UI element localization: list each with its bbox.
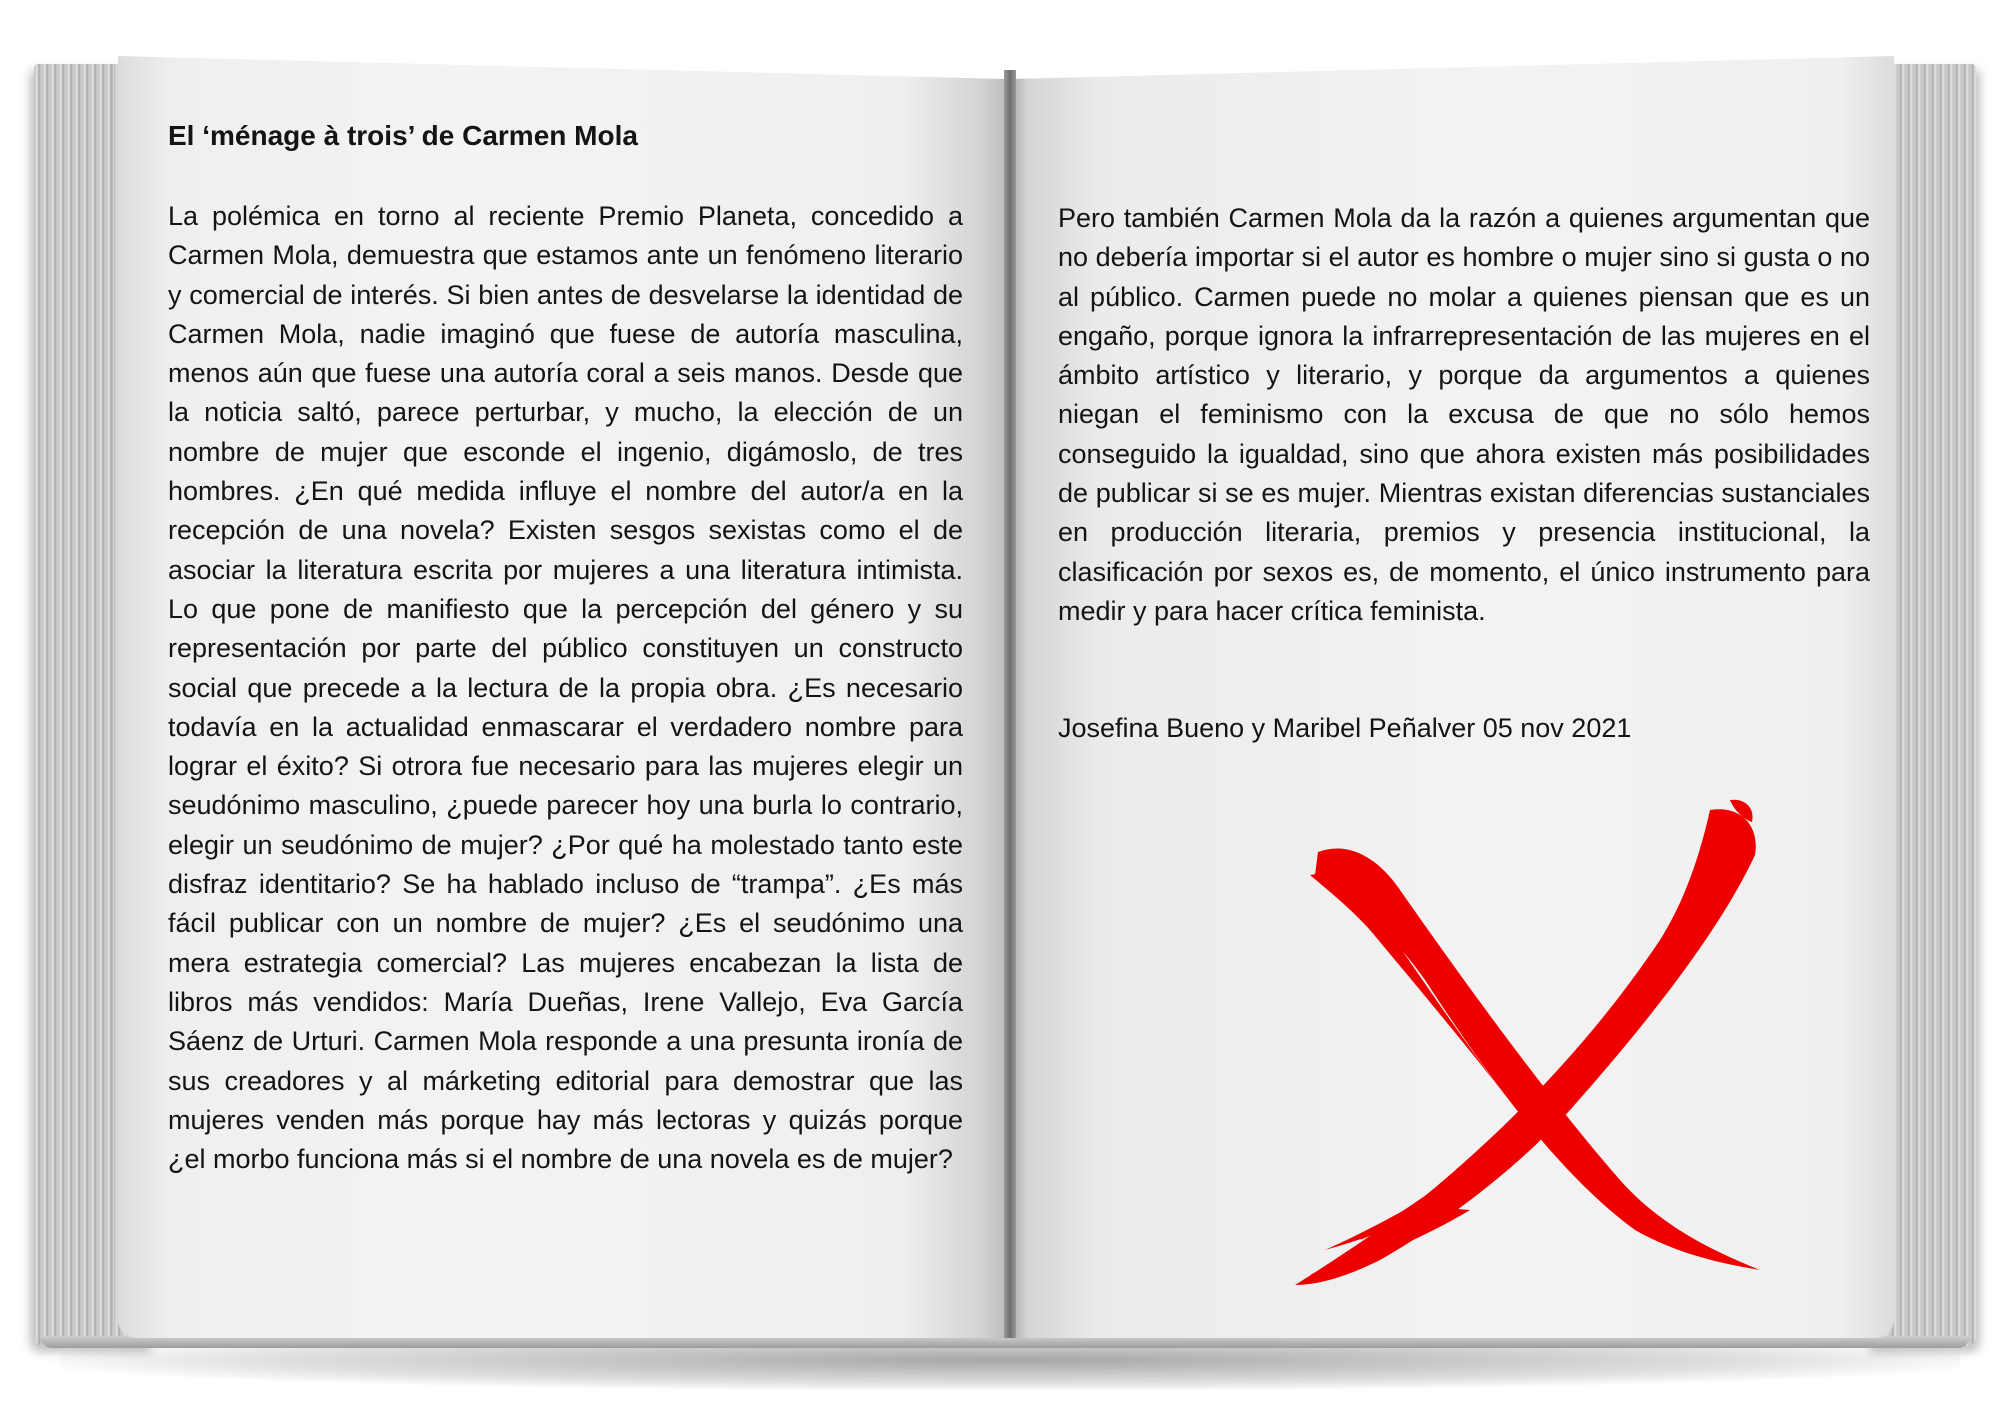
author-signature: Josefina Bueno y Maribel Peñalver 05 nov 2021: [1058, 713, 1632, 743]
red-x-icon: [1240, 780, 1780, 1290]
left-page-text: La polémica en torno al reciente Premio Planeta, concedido a Carmen Mola, demuestra que estamos ante un fenómeno literario y comercial de interés. Si bien antes de desvelarse la identidad de Carmen Mola, nadie imaginó que fuese de autoría masculina, menos aún que fuese una autoría coral a seis manos. Desde que la noticia saltó, parece perturbar, y mucho, la elección de un nombre de mujer que esconde el ingenio, digámoslo, de tres hombres. ¿En qué medida influye el nombre del autor/a en la recepción de una novela? Existen sesgos sexistas como el de asociar la literatura escrita por mujeres a una literatura intimista. Lo que pone de manifiesto que la percepción del género y su representación por parte del público constituyen un constructo social que precede a la lectura de la propia obra. ¿Es necesario todavía en la actualidad enmascarar el verdadero nombre para lograr el éxito? Si otrora fue necesario para las mujeres elegir un seudónimo masculino, ¿puede parecer hoy una burla lo contrario, elegir un seudónimo de mujer? ¿Por qué ha molestado tanto este disfraz identitario? Se ha hablado incluso de “trampa”. ¿Es más fácil publicar con un nombre de mujer? ¿Es el seudónimo una mera estrategia comercial? Las mujeres encabezan la lista de libros más vendidos: María Dueñas, Irene Vallejo, Eva García Sáenz de Urturi. Carmen Mola responde a una presunta ironía de sus creadores y al márketing editorial para demostrar que las mujeres venden más porque hay más lectoras y quizás porque ¿el morbo funciona más si el nombre de una novela es de mujer?: [168, 201, 963, 1175]
right-page-text: Pero también Carmen Mola da la razón a quienes argumentan que no debería importar si el autor es hombre o mujer sino si gusta o no al público. Carmen puede no molar a quienes piensan que es un engaño, porque ignora la infrarrepresentación de las mujeres en el ámbito artístico y literario, y porque da argumentos a quienes niegan el feminismo con la excusa de que no sólo hemos conseguido la igualdad, sino que ahora existen más posibilidades de publicar si se es mujer. Mientras existan diferencias sustanciales en producción literaria, premios y presencia institucional, la clasificación por sexos es, de momento, el único instrumento para medir y para hacer crítica feminista.: [1058, 203, 1870, 626]
article-title: El ‘ménage à trois’ de Carmen Mola: [168, 120, 638, 151]
book-spine: [1004, 70, 1016, 1338]
